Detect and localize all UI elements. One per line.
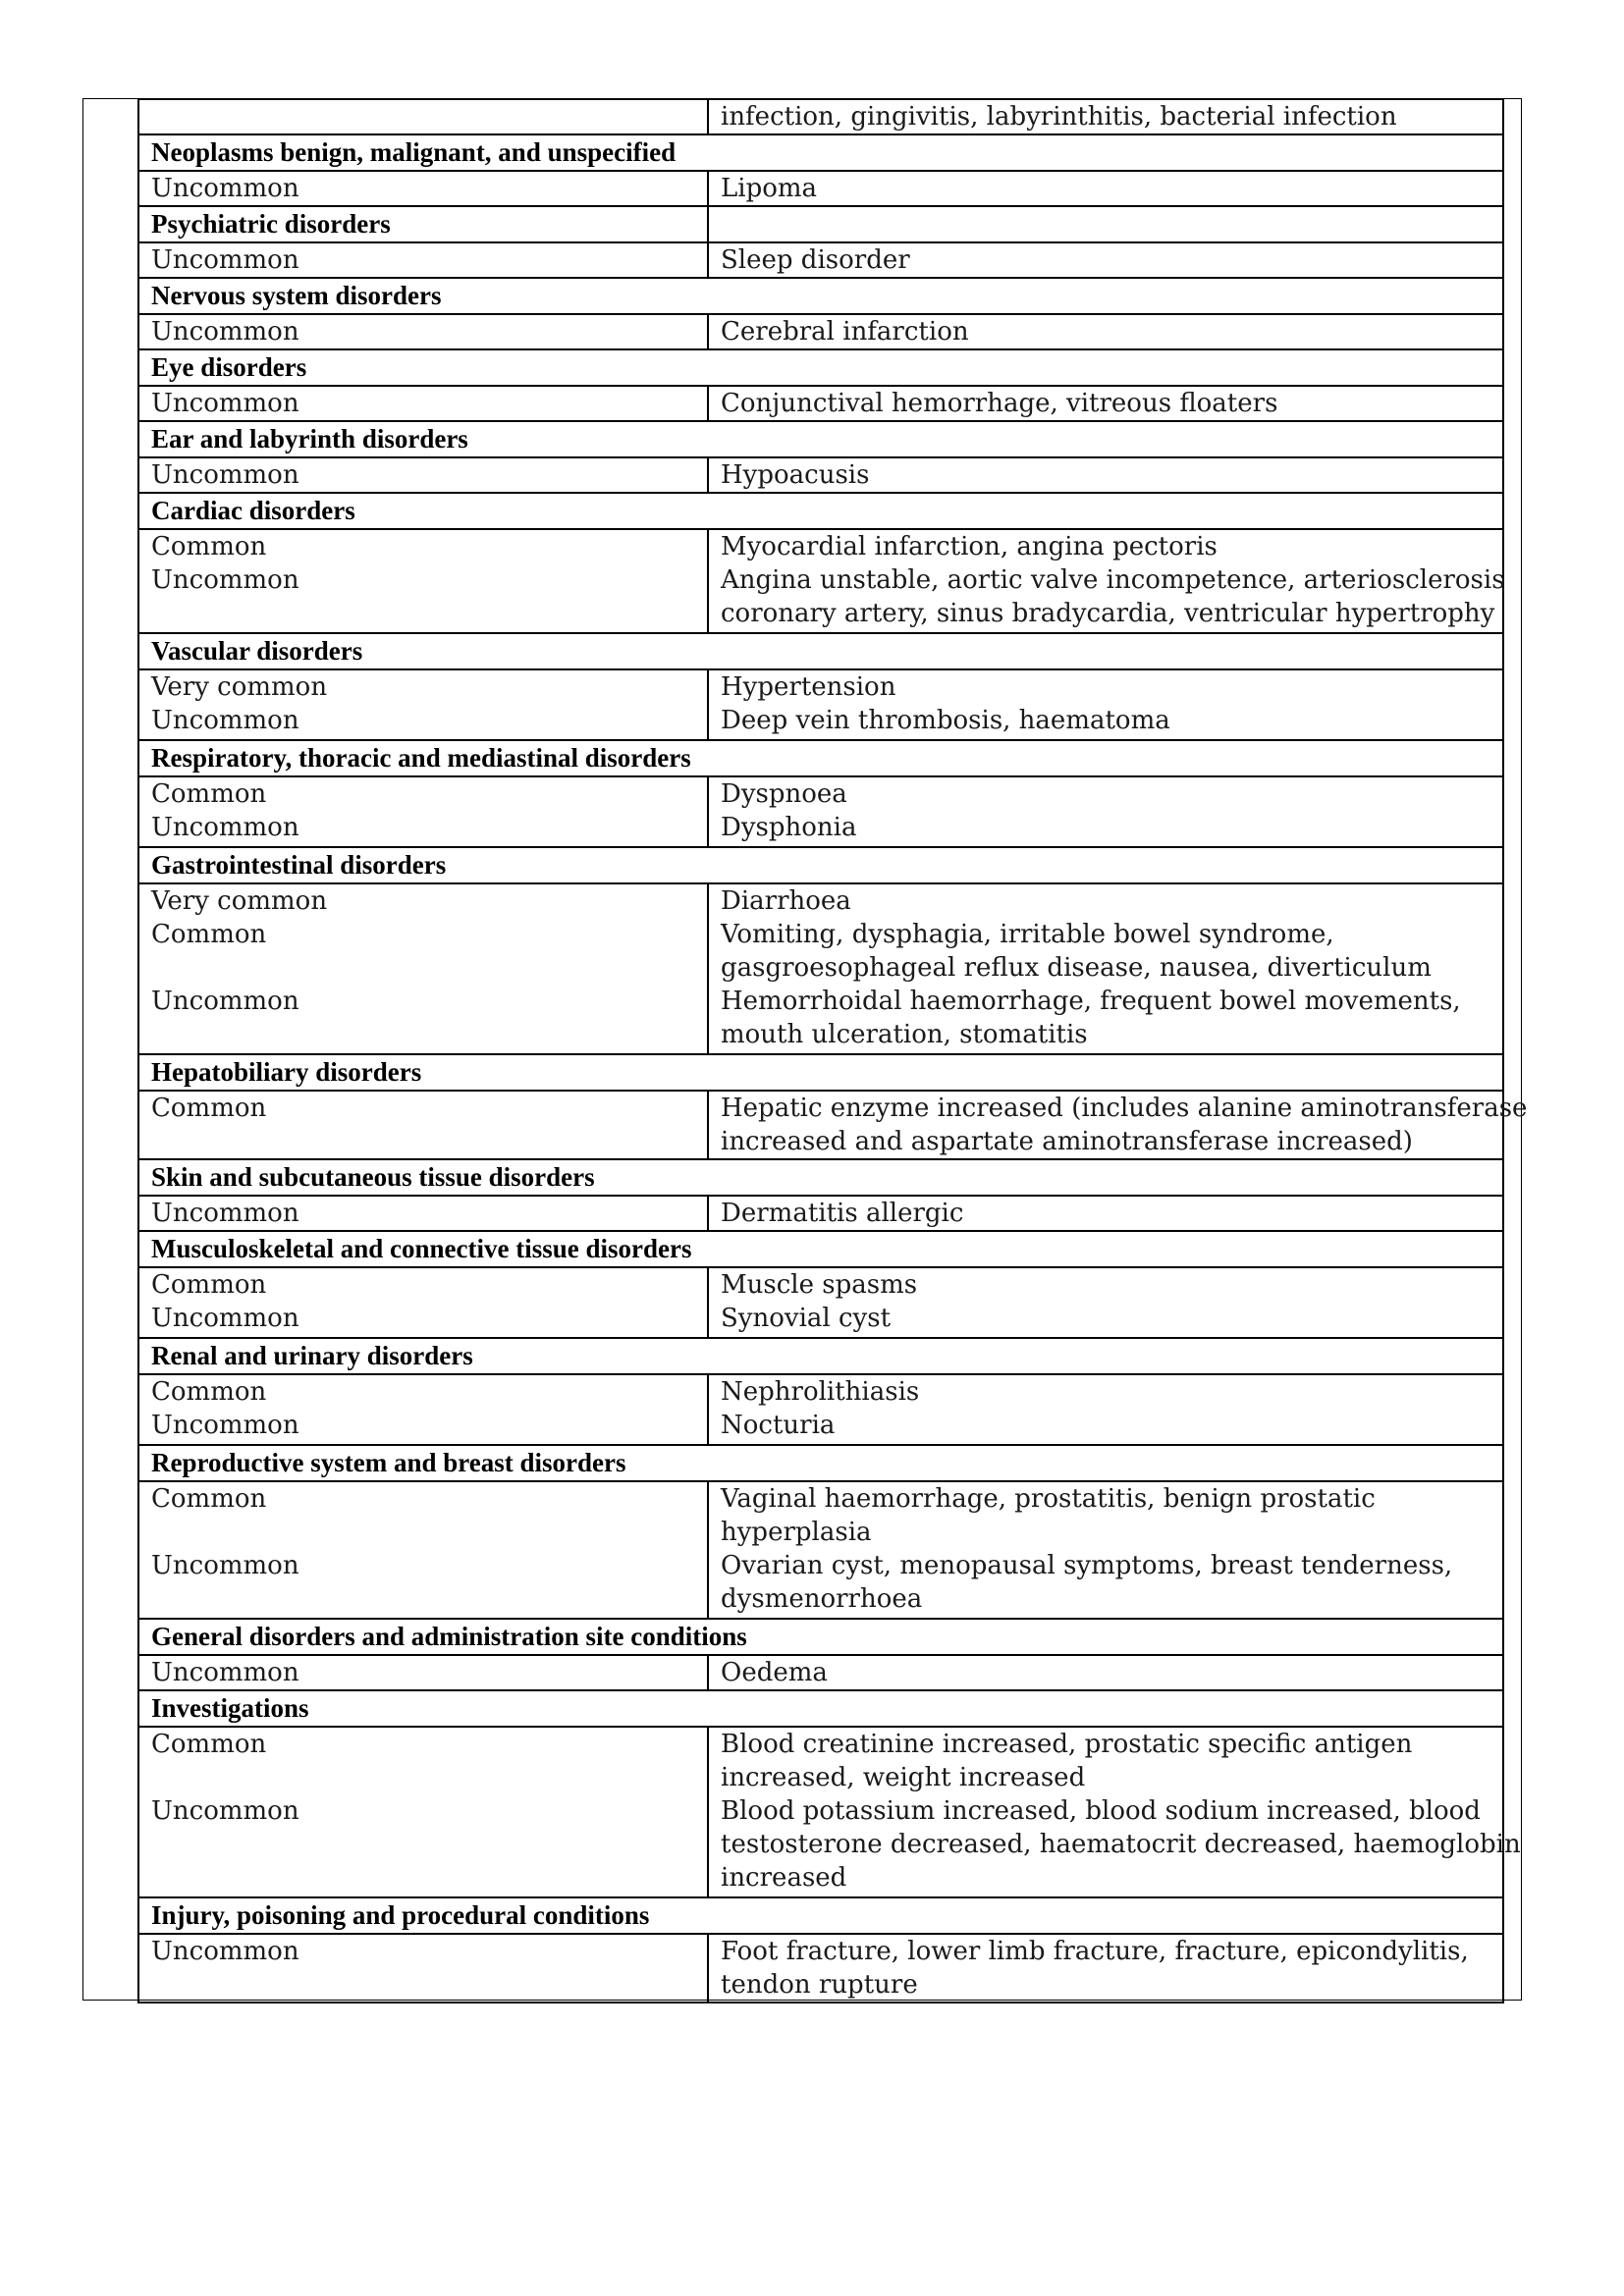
section-title-cell [138, 206, 708, 242]
reaction-text: increased [721, 1863, 847, 1893]
reaction-text: mouth ulceration, stomatitis [721, 1020, 1088, 1049]
section-title-cell [138, 633, 1503, 669]
section-header-row [138, 1231, 1503, 1267]
section-header-row [138, 349, 1503, 386]
reaction-text: Conjunctival hemorrhage, vitreous floaters [721, 389, 1278, 418]
frequency-cell [138, 99, 708, 134]
line-spacer [151, 1018, 695, 1051]
frequency-label: Common [151, 1270, 267, 1300]
reaction-text: Blood creatinine increased, prostatic specific antigen [721, 1730, 1413, 1759]
section-title-cell [138, 1338, 1503, 1374]
section-title-cell [138, 349, 1503, 386]
section-title-cell [138, 493, 1503, 529]
line-spacer [151, 951, 695, 985]
section-title-cell [138, 740, 1503, 776]
section-body-row [138, 386, 1503, 421]
reaction-text: hyperplasia [721, 1518, 872, 1547]
frequency-label: Common [151, 1730, 267, 1759]
section-header-row [138, 1619, 1503, 1655]
section-header-row [138, 493, 1503, 529]
section-header-row [138, 134, 1503, 171]
line-spacer [151, 1582, 695, 1616]
reactions-cell [708, 171, 1503, 206]
section-title-cell [138, 1054, 1503, 1091]
frequency-cell [138, 171, 708, 206]
frequency-cell [138, 669, 708, 740]
section-header-row [138, 1338, 1503, 1374]
reaction-text: Foot fracture, lower limb fracture, fracture, epicondylitis, [721, 1937, 1469, 1966]
section-title-cell [138, 134, 1503, 171]
frequency-label: Common [151, 779, 267, 809]
reaction-text: Oedema [721, 1658, 828, 1687]
frequency-label: Uncommon [151, 706, 299, 735]
frequency-label: Uncommon [151, 1411, 299, 1440]
reactions-cell [708, 242, 1503, 278]
line-spacer [151, 1125, 695, 1158]
reaction-text: coronary artery, sinus bradycardia, ventricular hypertrophy [721, 599, 1495, 628]
line-spacer [151, 597, 695, 630]
section-title-cell [138, 847, 1503, 883]
reaction-text: Cerebral infarction [721, 317, 969, 347]
reactions-cell: infection, gingivitis, labyrinthitis, bacterial infection [708, 99, 1503, 134]
frequency-label: Uncommon [151, 987, 299, 1016]
reaction-text: Hemorrhoidal haemorrhage, frequent bowel movements, [721, 987, 1461, 1016]
reaction-text: Diarrhoea [721, 886, 851, 916]
reaction-text: Lipoma [721, 174, 818, 203]
line-spacer [151, 1516, 695, 1549]
section-body-row [138, 776, 1503, 847]
frequency-label: Very common [151, 886, 328, 916]
frequency-cell [138, 1655, 708, 1690]
section-header-row [138, 206, 1503, 242]
reaction-text: Dyspnoea [721, 779, 847, 809]
frequency-cell [138, 1091, 708, 1159]
section-body-row [138, 457, 1503, 493]
section-body-row [138, 242, 1503, 278]
reactions-cell [708, 776, 1503, 847]
frequency-label: Uncommon [151, 813, 299, 842]
section-title: Psychiatric disorders [151, 209, 391, 239]
section-title-cell [138, 1619, 1503, 1655]
reaction-text: Hypertension [721, 672, 896, 702]
frequency-label: Uncommon [151, 460, 299, 490]
frequency-label: Common [151, 1484, 267, 1514]
section-title: Neoplasms benign, malignant, and unspecified [151, 137, 677, 167]
section-title-cell [138, 421, 1503, 457]
reactions-cell [708, 314, 1503, 349]
frequency-label: Common [151, 1094, 267, 1123]
section-title-cell [138, 1897, 1503, 1934]
section-title: Cardiac disorders [151, 496, 355, 525]
line-spacer [151, 1861, 695, 1895]
section-body-row [138, 529, 1503, 633]
frequency-cell [138, 1196, 708, 1231]
reactions-cell [708, 457, 1503, 493]
frequency-label: Uncommon [151, 1796, 299, 1826]
section-title: Hepatobiliary disorders [151, 1057, 422, 1087]
section-title-cell [138, 1690, 1503, 1727]
frequency-cell [138, 529, 708, 633]
reaction-text: Nephrolithiasis [721, 1377, 920, 1407]
reaction-text: Dysphonia [721, 813, 857, 842]
section-body-row [138, 1481, 1503, 1619]
section-body-row [138, 883, 1503, 1054]
section-header-row [138, 847, 1503, 883]
reaction-text: tendon rupture [721, 1970, 918, 2000]
reaction-text: Ovarian cyst, menopausal symptoms, breast tenderness, [721, 1551, 1453, 1580]
section-header-row [138, 740, 1503, 776]
section-body-row [138, 669, 1503, 740]
section-title: Ear and labyrinth disorders [151, 424, 468, 454]
frequency-label: Uncommon [151, 1199, 299, 1228]
frequency-label: Uncommon [151, 1658, 299, 1687]
frequency-cell [138, 1934, 708, 2002]
reaction-text: Muscle spasms [721, 1270, 918, 1300]
reaction-text: increased and aspartate aminotransferase increased) [721, 1127, 1413, 1156]
frequency-cell [138, 314, 708, 349]
reactions-cell [708, 883, 1503, 1054]
section-header-row [138, 1445, 1503, 1481]
frequency-cell [138, 1374, 708, 1445]
section-title-cell [138, 278, 1503, 314]
reaction-text: Hepatic enzyme increased (includes alanine aminotransferase [721, 1094, 1528, 1123]
reaction-text: Deep vein thrombosis, haematoma [721, 706, 1170, 735]
empty-cell [708, 206, 1503, 242]
reactions-cell [708, 1374, 1503, 1445]
reactions-cell [708, 529, 1503, 633]
section-body-row [138, 1374, 1503, 1445]
frequency-label: Uncommon [151, 1937, 299, 1966]
section-title-cell [138, 1445, 1503, 1481]
frequency-label: Very common [151, 672, 328, 702]
section-title: Musculoskeletal and connective tissue disorders [151, 1234, 692, 1263]
frequency-label: Uncommon [151, 245, 299, 275]
reaction-text: Dermatitis allergic [721, 1199, 964, 1228]
section-body-row [138, 314, 1503, 349]
section-header-row [138, 1159, 1503, 1196]
section-title: Eye disorders [151, 352, 307, 382]
reactions-cell [708, 1934, 1503, 2002]
section-header-row [138, 1054, 1503, 1091]
section-header-row [138, 1897, 1503, 1934]
frequency-label: Common [151, 1377, 267, 1407]
line-spacer [151, 1968, 695, 2002]
frequency-cell [138, 1481, 708, 1619]
reactions-cell [708, 1481, 1503, 1619]
frequency-cell [138, 1727, 708, 1897]
frequency-label: Uncommon [151, 389, 299, 418]
section-body-row [138, 171, 1503, 206]
adverse-reactions-table [137, 98, 1528, 2003]
frequency-label: Uncommon [151, 174, 299, 203]
section-body-row [138, 1934, 1503, 2002]
section-title: Injury, poisoning and procedural conditions [151, 1900, 650, 1930]
section-header-row [138, 421, 1503, 457]
frequency-label: Uncommon [151, 565, 299, 595]
section-title: General disorders and administration site conditions [151, 1622, 747, 1651]
frequency-cell [138, 457, 708, 493]
reactions-cell [708, 1655, 1503, 1690]
frequency-label: Common [151, 532, 267, 561]
section-title: Respiratory, thoracic and mediastinal disorders [151, 743, 691, 773]
reaction-text: dysmenorrhoea [721, 1584, 923, 1614]
section-header-row [138, 1690, 1503, 1727]
reactions-cell [708, 1727, 1521, 1897]
section-title: Nervous system disorders [151, 281, 442, 310]
frequency-label: Common [151, 920, 267, 949]
section-title: Renal and urinary disorders [151, 1341, 473, 1370]
section-title-cell [138, 1231, 1503, 1267]
reaction-text: Myocardial infarction, angina pectoris [721, 532, 1218, 561]
section-title: Vascular disorders [151, 636, 363, 666]
reaction-text: Vaginal haemorrhage, prostatitis, benign prostatic [721, 1484, 1376, 1514]
line-spacer [151, 1761, 695, 1794]
reaction-text: testosterone decreased, haematocrit decreased, haemoglobin [721, 1830, 1521, 1859]
section-body-row [138, 1267, 1503, 1338]
section-title: Skin and subcutaneous tissue disorders [151, 1162, 595, 1192]
reaction-text: Vomiting, dysphagia, irritable bowel syndrome, [721, 920, 1334, 949]
reaction-text: Sleep disorder [721, 245, 910, 275]
section-body-row [138, 1091, 1503, 1159]
frequency-cell [138, 883, 708, 1054]
table-body [138, 99, 1528, 2002]
section-title: Reproductive system and breast disorders [151, 1448, 626, 1477]
section-header-row [138, 633, 1503, 669]
reactions-cell [708, 1196, 1503, 1231]
section-title: Gastrointestinal disorders [151, 850, 447, 880]
reactions-cell [708, 1267, 1503, 1338]
reaction-text: Synovial cyst [721, 1304, 892, 1333]
reaction-text: Nocturia [721, 1411, 836, 1440]
frequency-label: Uncommon [151, 317, 299, 347]
frequency-label: Uncommon [151, 1304, 299, 1333]
reactions-cell [708, 386, 1503, 421]
frequency-label: Uncommon [151, 1551, 299, 1580]
section-title: Investigations [151, 1693, 309, 1723]
reaction-text: Angina unstable, aortic valve incompetence, arteriosclerosis [721, 565, 1505, 595]
frequency-cell [138, 776, 708, 847]
line-spacer [151, 1828, 695, 1861]
reactions-cell [708, 669, 1503, 740]
section-header-row [138, 278, 1503, 314]
reactions-cell [708, 1091, 1528, 1159]
section-body-row [138, 1196, 1503, 1231]
reaction-text: Hypoacusis [721, 460, 870, 490]
frequency-cell [138, 1267, 708, 1338]
frequency-cell [138, 386, 708, 421]
section-title-cell [138, 1159, 1503, 1196]
reaction-text: increased, weight increased [721, 1763, 1086, 1792]
reaction-text: Blood potassium increased, blood sodium increased, blood [721, 1796, 1481, 1826]
section-body-row [138, 1655, 1503, 1690]
reaction-text: gasgroesophageal reflux disease, nausea, diverticulum [721, 953, 1432, 983]
continued-row [138, 99, 1503, 134]
frequency-cell [138, 242, 708, 278]
section-body-row [138, 1727, 1503, 1897]
